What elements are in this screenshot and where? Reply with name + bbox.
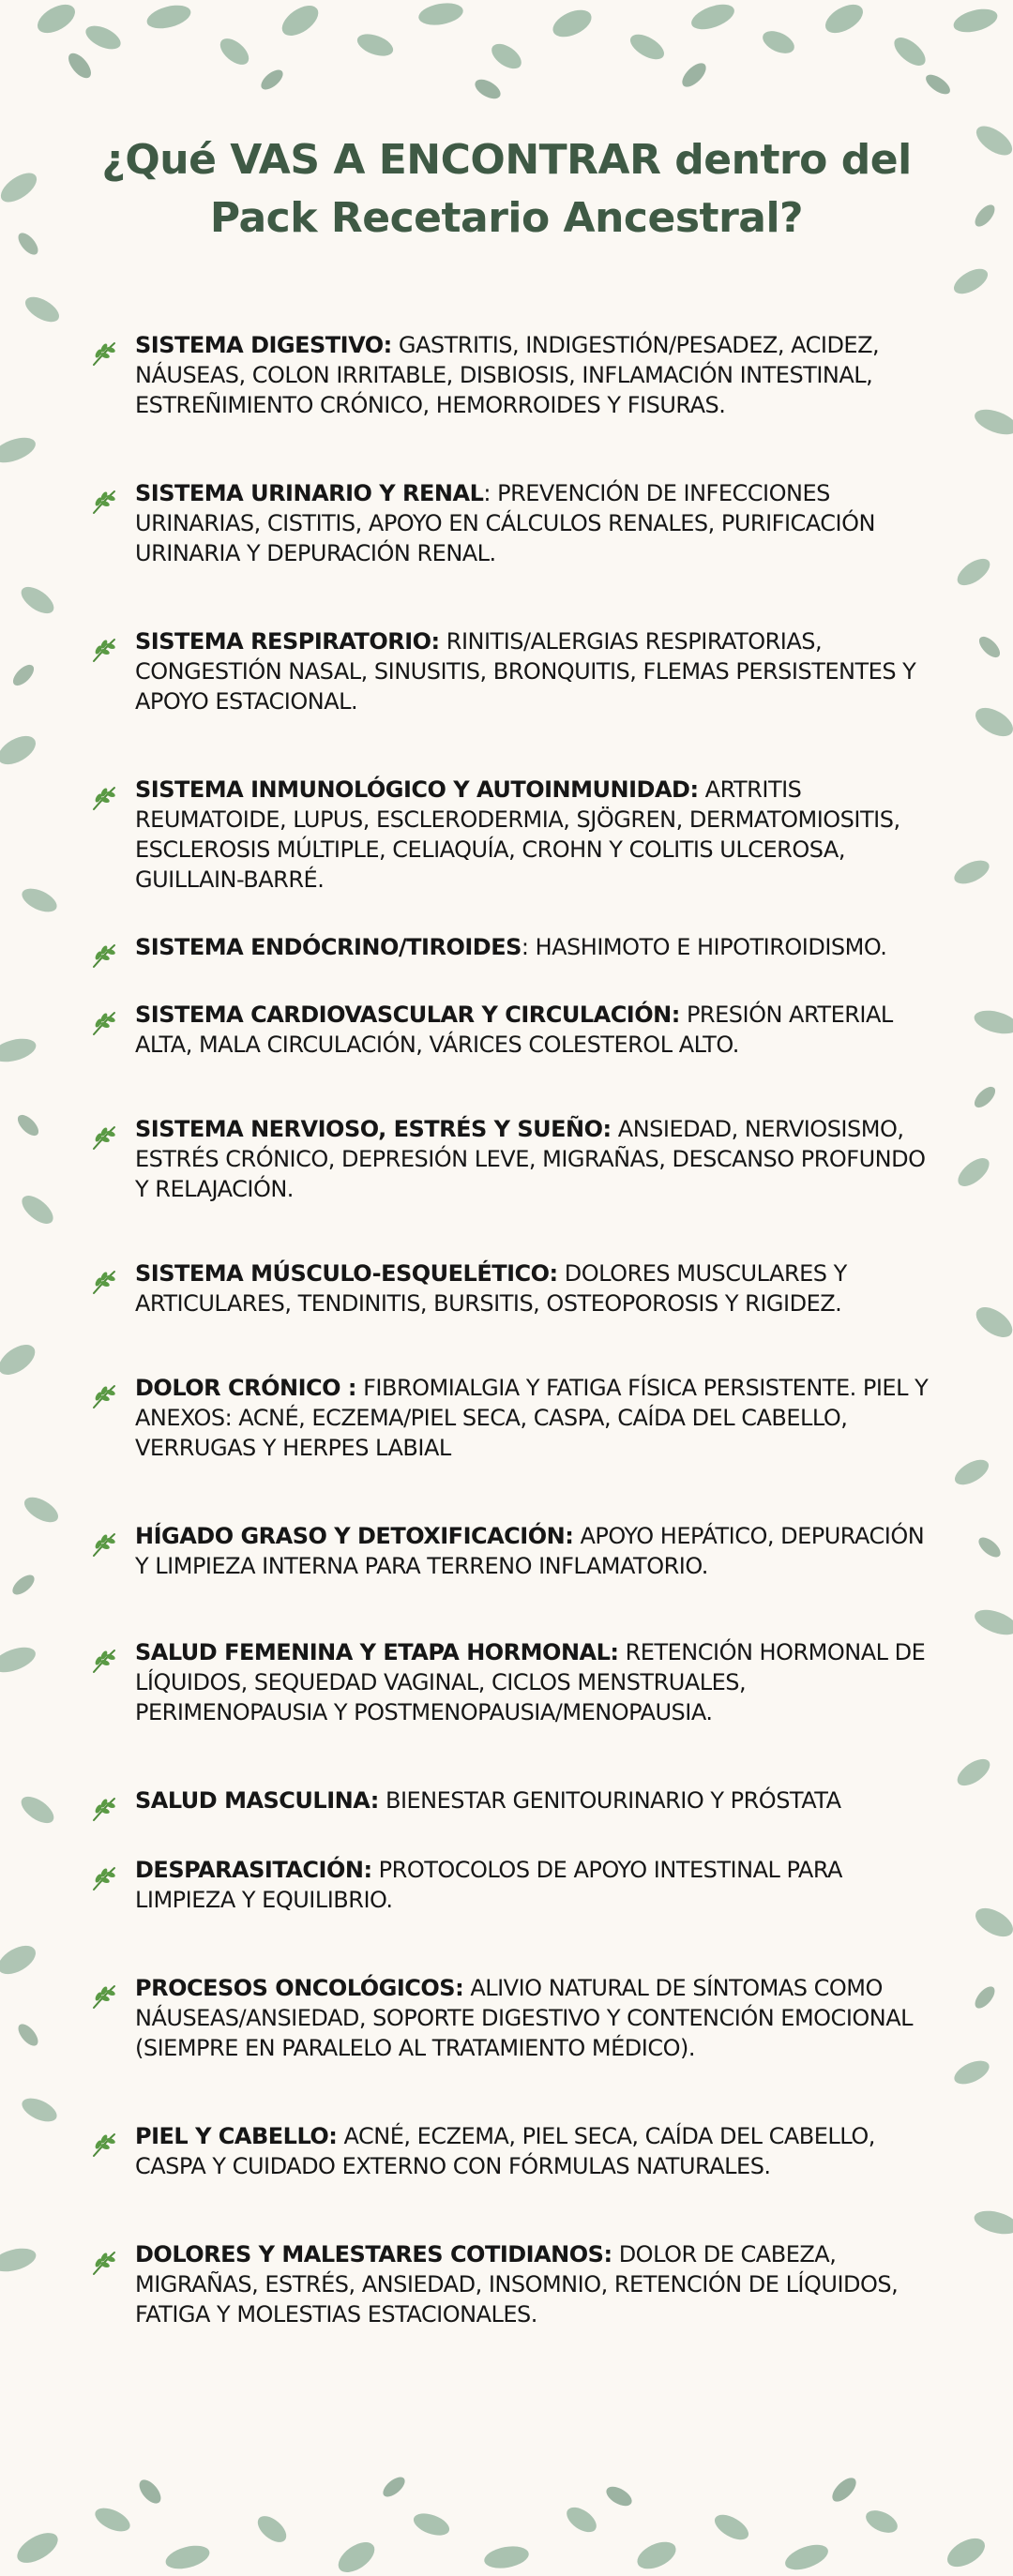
item-description: ALIVIO NATURAL DE SÍNTOMAS COMO NÁUSEAS/ANSIEDAD, SOPORTE DIGESTIVO Y CONTENCIÓN EMOCIONAL (SIEMPRE EN PARALELO AL TRATAMIENTO MÉDICO). (135, 1975, 914, 2061)
list-item (90, 2121, 934, 2181)
list-item (90, 932, 934, 962)
list-item (90, 1000, 934, 1060)
item-label: DOLORES Y MALESTARES COTIDIANOS: (135, 2241, 612, 2267)
leaf-sprig-icon (90, 1268, 118, 1296)
item-label: SALUD MASCULINA: (135, 1787, 379, 1814)
leaf-sprig-icon (90, 1123, 118, 1152)
list-item (90, 1637, 934, 1727)
page-title-line-2: Pack Recetario Ancestral? (209, 194, 804, 242)
item-label: DESPARASITACIÓN: (135, 1857, 372, 1883)
list-item (90, 775, 934, 895)
item-label: SISTEMA NERVIOSO, ESTRÉS Y SUEÑO: (135, 1116, 612, 1142)
leaf-sprig-icon (90, 1647, 118, 1675)
item-label: SALUD FEMENINA Y ETAPA HORMONAL: (135, 1639, 619, 1665)
item-label: SISTEMA CARDIOVASCULAR Y CIRCULACIÓN: (135, 1002, 680, 1028)
item-label: SISTEMA MÚSCULO-ESQUELÉTICO: (135, 1260, 558, 1287)
leaf-sprig-icon (90, 488, 118, 516)
leaf-sprig-icon (90, 339, 118, 368)
leaf-sprig-icon (90, 1982, 118, 2011)
item-label: HÍGADO GRASO Y DETOXIFICACIÓN: (135, 1523, 574, 1549)
page-title-line-1: ¿Qué VAS A ENCONTRAR dentro del (101, 136, 912, 184)
leaf-sprig-icon (90, 1009, 118, 1037)
item-description: ARTRITIS REUMATOIDE, LUPUS, ESCLERODERMIA, SJÖGREN, DERMATOMIOSITIS, ESCLEROSIS MÚLTIPLE, CELIAQUÍA, CROHN Y COLITIS ULCEROSA, GUILLAIN-BARRÉ. (135, 776, 900, 893)
item-label: PIEL Y CABELLO: (135, 2123, 338, 2149)
item-description: APOYO HEPÁTICO, DEPURACIÓN Y LIMPIEZA INTERNA PARA TERRENO INFLAMATORIO. (135, 1523, 925, 1579)
item-description: ACNÉ, ECZEMA, PIEL SECA, CAÍDA DEL CABELLO, CASPA Y CUIDADO EXTERNO CON FÓRMULAS NATURALES. (135, 2123, 875, 2179)
item-description: DOLOR DE CABEZA, MIGRAÑAS, ESTRÉS, ANSIEDAD, INSOMNIO, RETENCIÓN DE LÍQUIDOS, FATIGA Y MOLESTIAS ESTACIONALES. (135, 2241, 899, 2327)
item-label: DOLOR CRÓNICO : (135, 1375, 356, 1401)
leaf-sprig-icon (90, 1795, 118, 1823)
leaf-sprig-icon (90, 636, 118, 664)
item-label: SISTEMA RESPIRATORIO: (135, 628, 440, 655)
item-label: SISTEMA DIGESTIVO: (135, 332, 392, 358)
leaf-sprig-icon (90, 1382, 118, 1410)
item-description: PRESIÓN ARTERIAL ALTA, MALA CIRCULACIÓN, VÁRICES COLESTEROL ALTO. (135, 1002, 893, 1058)
list-item (90, 478, 934, 568)
list-item (90, 2239, 934, 2329)
page-title (84, 131, 929, 248)
item-description: BIENESTAR GENITOURINARIO Y PRÓSTATA (378, 1787, 841, 1814)
item-description: ANSIEDAD, NERVIOSISMO, ESTRÉS CRÓNICO, DEPRESIÓN LEVE, MIGRAÑAS, DESCANSO PROFUNDO Y RELAJACIÓN. (135, 1116, 926, 1202)
item-label: PROCESOS ONCOLÓGICOS: (135, 1975, 464, 2001)
item-label: SISTEMA ENDÓCRINO/TIROIDES (135, 934, 522, 960)
item-description: DOLORES MUSCULARES Y ARTICULARES, TENDINITIS, BURSITIS, OSTEOPOROSIS Y RIGIDEZ. (135, 1260, 847, 1317)
leaf-sprig-icon (90, 1530, 118, 1559)
list-item (90, 1855, 934, 1915)
list-item (90, 626, 934, 716)
topics-list (90, 330, 934, 2329)
list-item (90, 330, 934, 420)
leaf-sprig-icon (90, 2131, 118, 2159)
top-foliage-decoration (0, 0, 1013, 141)
item-description: GASTRITIS, INDIGESTIÓN/PESADEZ, ACIDEZ, NÁUSEAS, COLON IRRITABLE, DISBIOSIS, INFLAMACIÓN INTESTINAL, ESTREÑIMIENTO CRÓNICO, HEMORROIDES Y FISURAS. (135, 332, 880, 418)
list-item (90, 1114, 934, 1204)
item-label: SISTEMA INMUNOLÓGICO Y AUTOINMUNIDAD: (135, 776, 699, 803)
list-item (90, 1258, 934, 1318)
list-item (90, 1785, 934, 1815)
item-description: FIBROMIALGIA Y FATIGA FÍSICA PERSISTENTE. PIEL Y ANEXOS: ACNÉ, ECZEMA/PIEL SECA, CASPA, CAÍDA DEL CABELLO, VERRUGAS Y HERPES LABIAL (135, 1375, 929, 1461)
leaf-sprig-icon (90, 2249, 118, 2277)
leaf-sprig-icon (90, 784, 118, 812)
left-foliage-decoration (0, 0, 103, 2576)
leaf-sprig-icon (90, 942, 118, 970)
bottom-foliage-decoration (0, 2417, 1013, 2576)
item-description: PROTOCOLOS DE APOYO INTESTINAL PARA LIMPIEZA Y EQUILIBRIO. (135, 1857, 842, 1913)
item-description: RINITIS/ALERGIAS RESPIRATORIAS, CONGESTIÓN NASAL, SINUSITIS, BRONQUITIS, FLEMAS PERSISTENTES Y APOYO ESTACIONAL. (135, 628, 916, 715)
item-description: : HASHIMOTO E HIPOTIROIDISMO. (521, 934, 887, 960)
leaf-sprig-icon (90, 1864, 118, 1892)
item-description: RETENCIÓN HORMONAL DE LÍQUIDOS, SEQUEDAD VAGINAL, CICLOS MENSTRUALES, PERIMENOPAUSIA Y POSTMENOPAUSIA/MENOPAUSIA. (135, 1639, 926, 1725)
list-item (90, 1521, 934, 1581)
item-label: SISTEMA URINARIO Y RENAL (135, 480, 484, 506)
list-item (90, 1373, 934, 1463)
item-description: : PREVENCIÓN DE INFECCIONES URINARIAS, CISTITIS, APOYO EN CÁLCULOS RENALES, PURIFICACIÓN URINARIA Y DEPURACIÓN RENAL. (135, 480, 875, 566)
list-item (90, 1973, 934, 2063)
